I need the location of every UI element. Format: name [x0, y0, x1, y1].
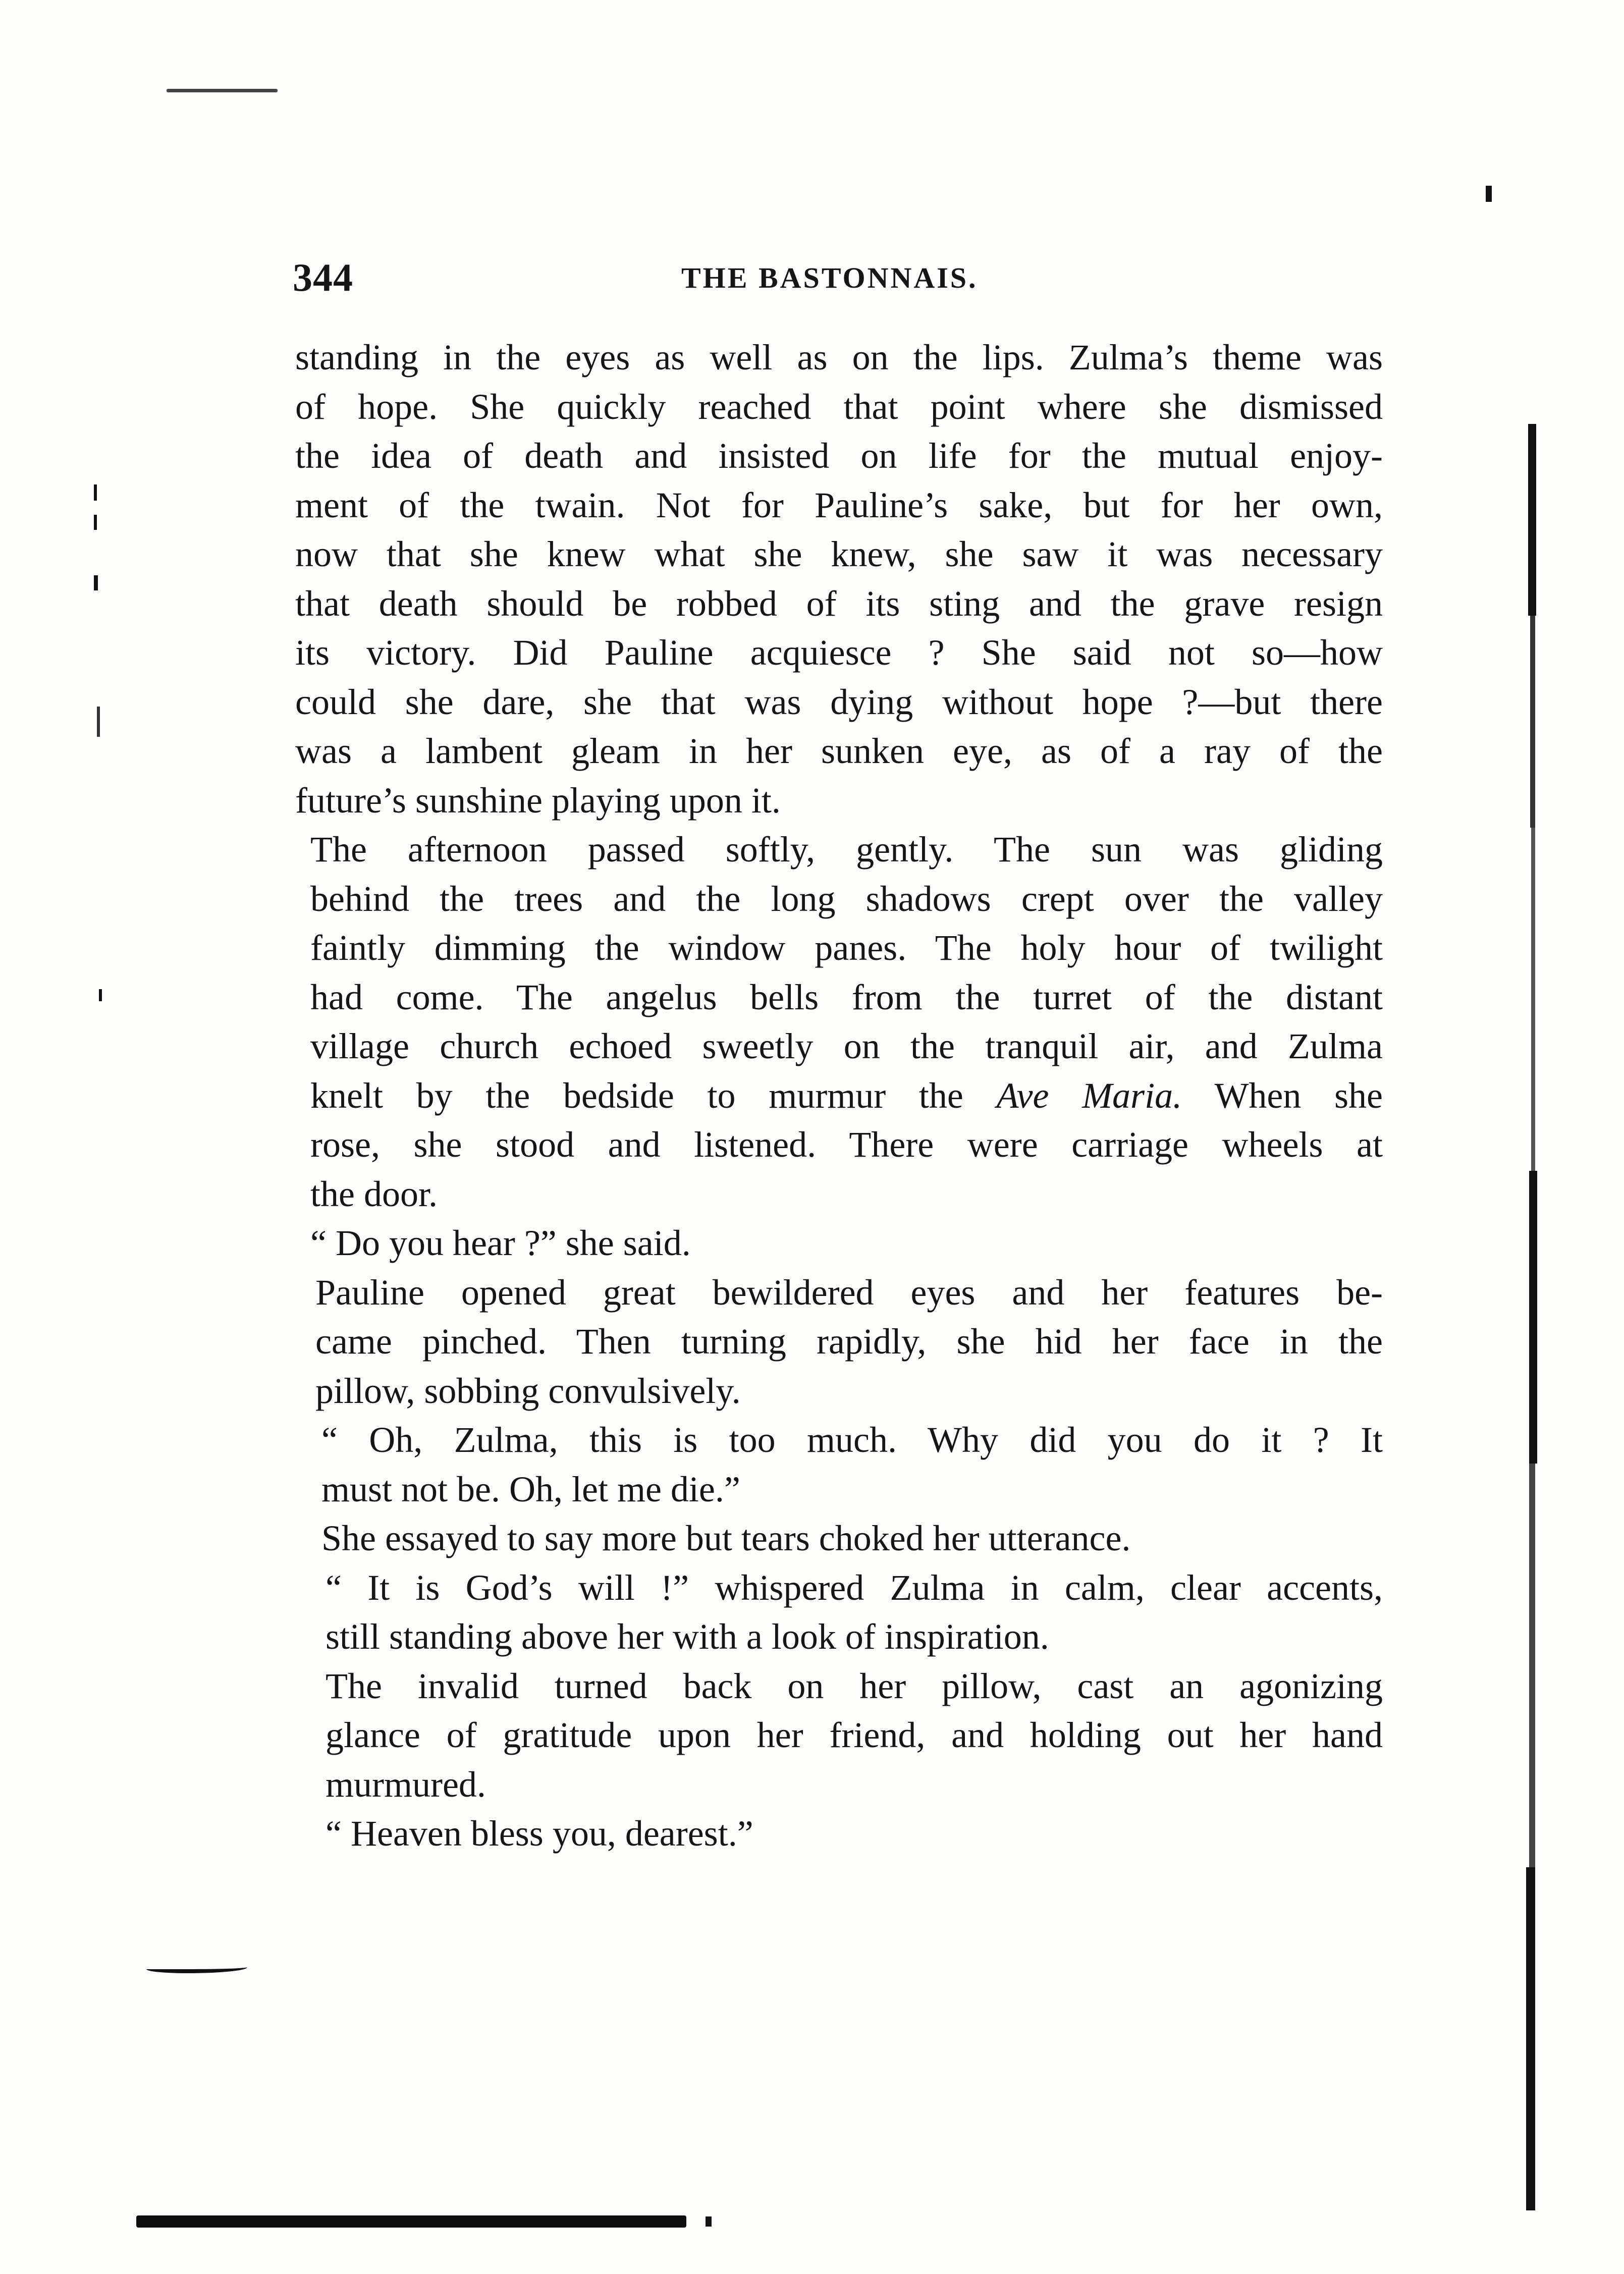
text-line: of hope. She quickly reached that point where she dismissed	[295, 386, 1383, 427]
scan-edge-right	[1526, 1867, 1535, 2210]
text-line: its victory. Did Pauline acquiesce ? She said not so—how	[295, 632, 1383, 673]
italic-phrase: Ave Maria.	[996, 1075, 1182, 1116]
text-line: the idea of death and insisted on life for the mutual enjoy-	[295, 436, 1383, 476]
scan-edge-right	[1529, 1171, 1537, 1464]
text-line: The invalid turned back on her pillow, cast an agonizing	[326, 1665, 1383, 1706]
scan-tick-left	[94, 515, 97, 530]
text-line: “ It is God’s will !” whispered Zulma in calm, clear accents,	[326, 1567, 1383, 1608]
text-line-with-italic	[295, 1071, 1383, 1121]
text-line: was a lambent gleam in her sunken eye, as of a ray of the	[295, 731, 1383, 771]
text-line: now that she knew what she knew, she saw it was necessary	[295, 534, 1383, 574]
text-line: future’s sunshine playing upon it.	[295, 780, 781, 821]
text-line: murmured.	[326, 1764, 486, 1805]
page-number: 344	[293, 255, 353, 299]
scan-tick-left	[94, 575, 98, 590]
scan-dot-bottom	[706, 2216, 712, 2227]
scan-edge-right	[1529, 1464, 1535, 1867]
scan-smudge-top	[167, 89, 278, 92]
text-line: still standing above her with a look of inspiration.	[326, 1616, 1049, 1657]
text-line: village church echoed sweetly on the tranquil air, and Zulma	[310, 1026, 1383, 1066]
text-line: the door.	[310, 1173, 438, 1214]
scan-mark-right	[1486, 186, 1492, 202]
text-line: standing in the eyes as well as on the lips. Zulma’s theme was	[295, 337, 1383, 377]
scan-tick-left	[94, 484, 97, 501]
text-line: came pinched. Then turning rapidly, she hid her face in the	[315, 1321, 1383, 1362]
running-title: THE BASTONNAIS.	[681, 261, 978, 294]
text-line: She essayed to say more but tears choked her utterance.	[321, 1518, 1131, 1558]
text-line: behind the trees and the long shadows crept over the valley	[310, 878, 1383, 919]
text-line: The afternoon passed softly, gently. The sun was gliding	[310, 829, 1383, 870]
text-line: that death should be robbed of its sting and the grave resign	[295, 583, 1383, 624]
text-line: “ Heaven bless you, dearest.”	[326, 1813, 753, 1854]
scan-tick-left	[97, 707, 100, 737]
text-line: ment of the twain. Not for Pauline’s sake, but for her own,	[295, 484, 1383, 525]
text-line: faintly dimming the window panes. The holy hour of twilight	[310, 928, 1383, 968]
scan-edge-right	[1528, 424, 1536, 616]
scan-tick-left	[99, 989, 102, 1001]
text-fragment: When she	[1214, 1075, 1383, 1116]
text-line: glance of gratitude upon her friend, and holding out her hand	[326, 1715, 1383, 1755]
body-text	[295, 333, 1383, 1859]
text-line: must not be. Oh, let me die.”	[321, 1469, 740, 1509]
scan-edge-right	[1531, 828, 1535, 1171]
scan-edge-right	[1530, 616, 1535, 828]
text-line: “ Do you hear ?” she said.	[310, 1223, 691, 1263]
running-header	[293, 250, 1378, 305]
text-line: pillow, sobbing convulsively.	[315, 1370, 741, 1411]
scan-edge-bottom	[136, 2215, 686, 2228]
text-line: Pauline opened great bewildered eyes and her features be-	[315, 1272, 1383, 1313]
text-fragment: knelt by the bedside to murmur the	[310, 1075, 963, 1116]
scan-swash-left	[146, 1963, 247, 1973]
text-line: could she dare, she that was dying without hope ?—but there	[295, 681, 1383, 722]
text-line: “ Oh, Zulma, this is too much. Why did you do it ? It	[321, 1420, 1383, 1460]
text-line: had come. The angelus bells from the turret of the distant	[310, 977, 1383, 1017]
text-line: rose, she stood and listened. There were carriage wheels at	[310, 1124, 1383, 1165]
